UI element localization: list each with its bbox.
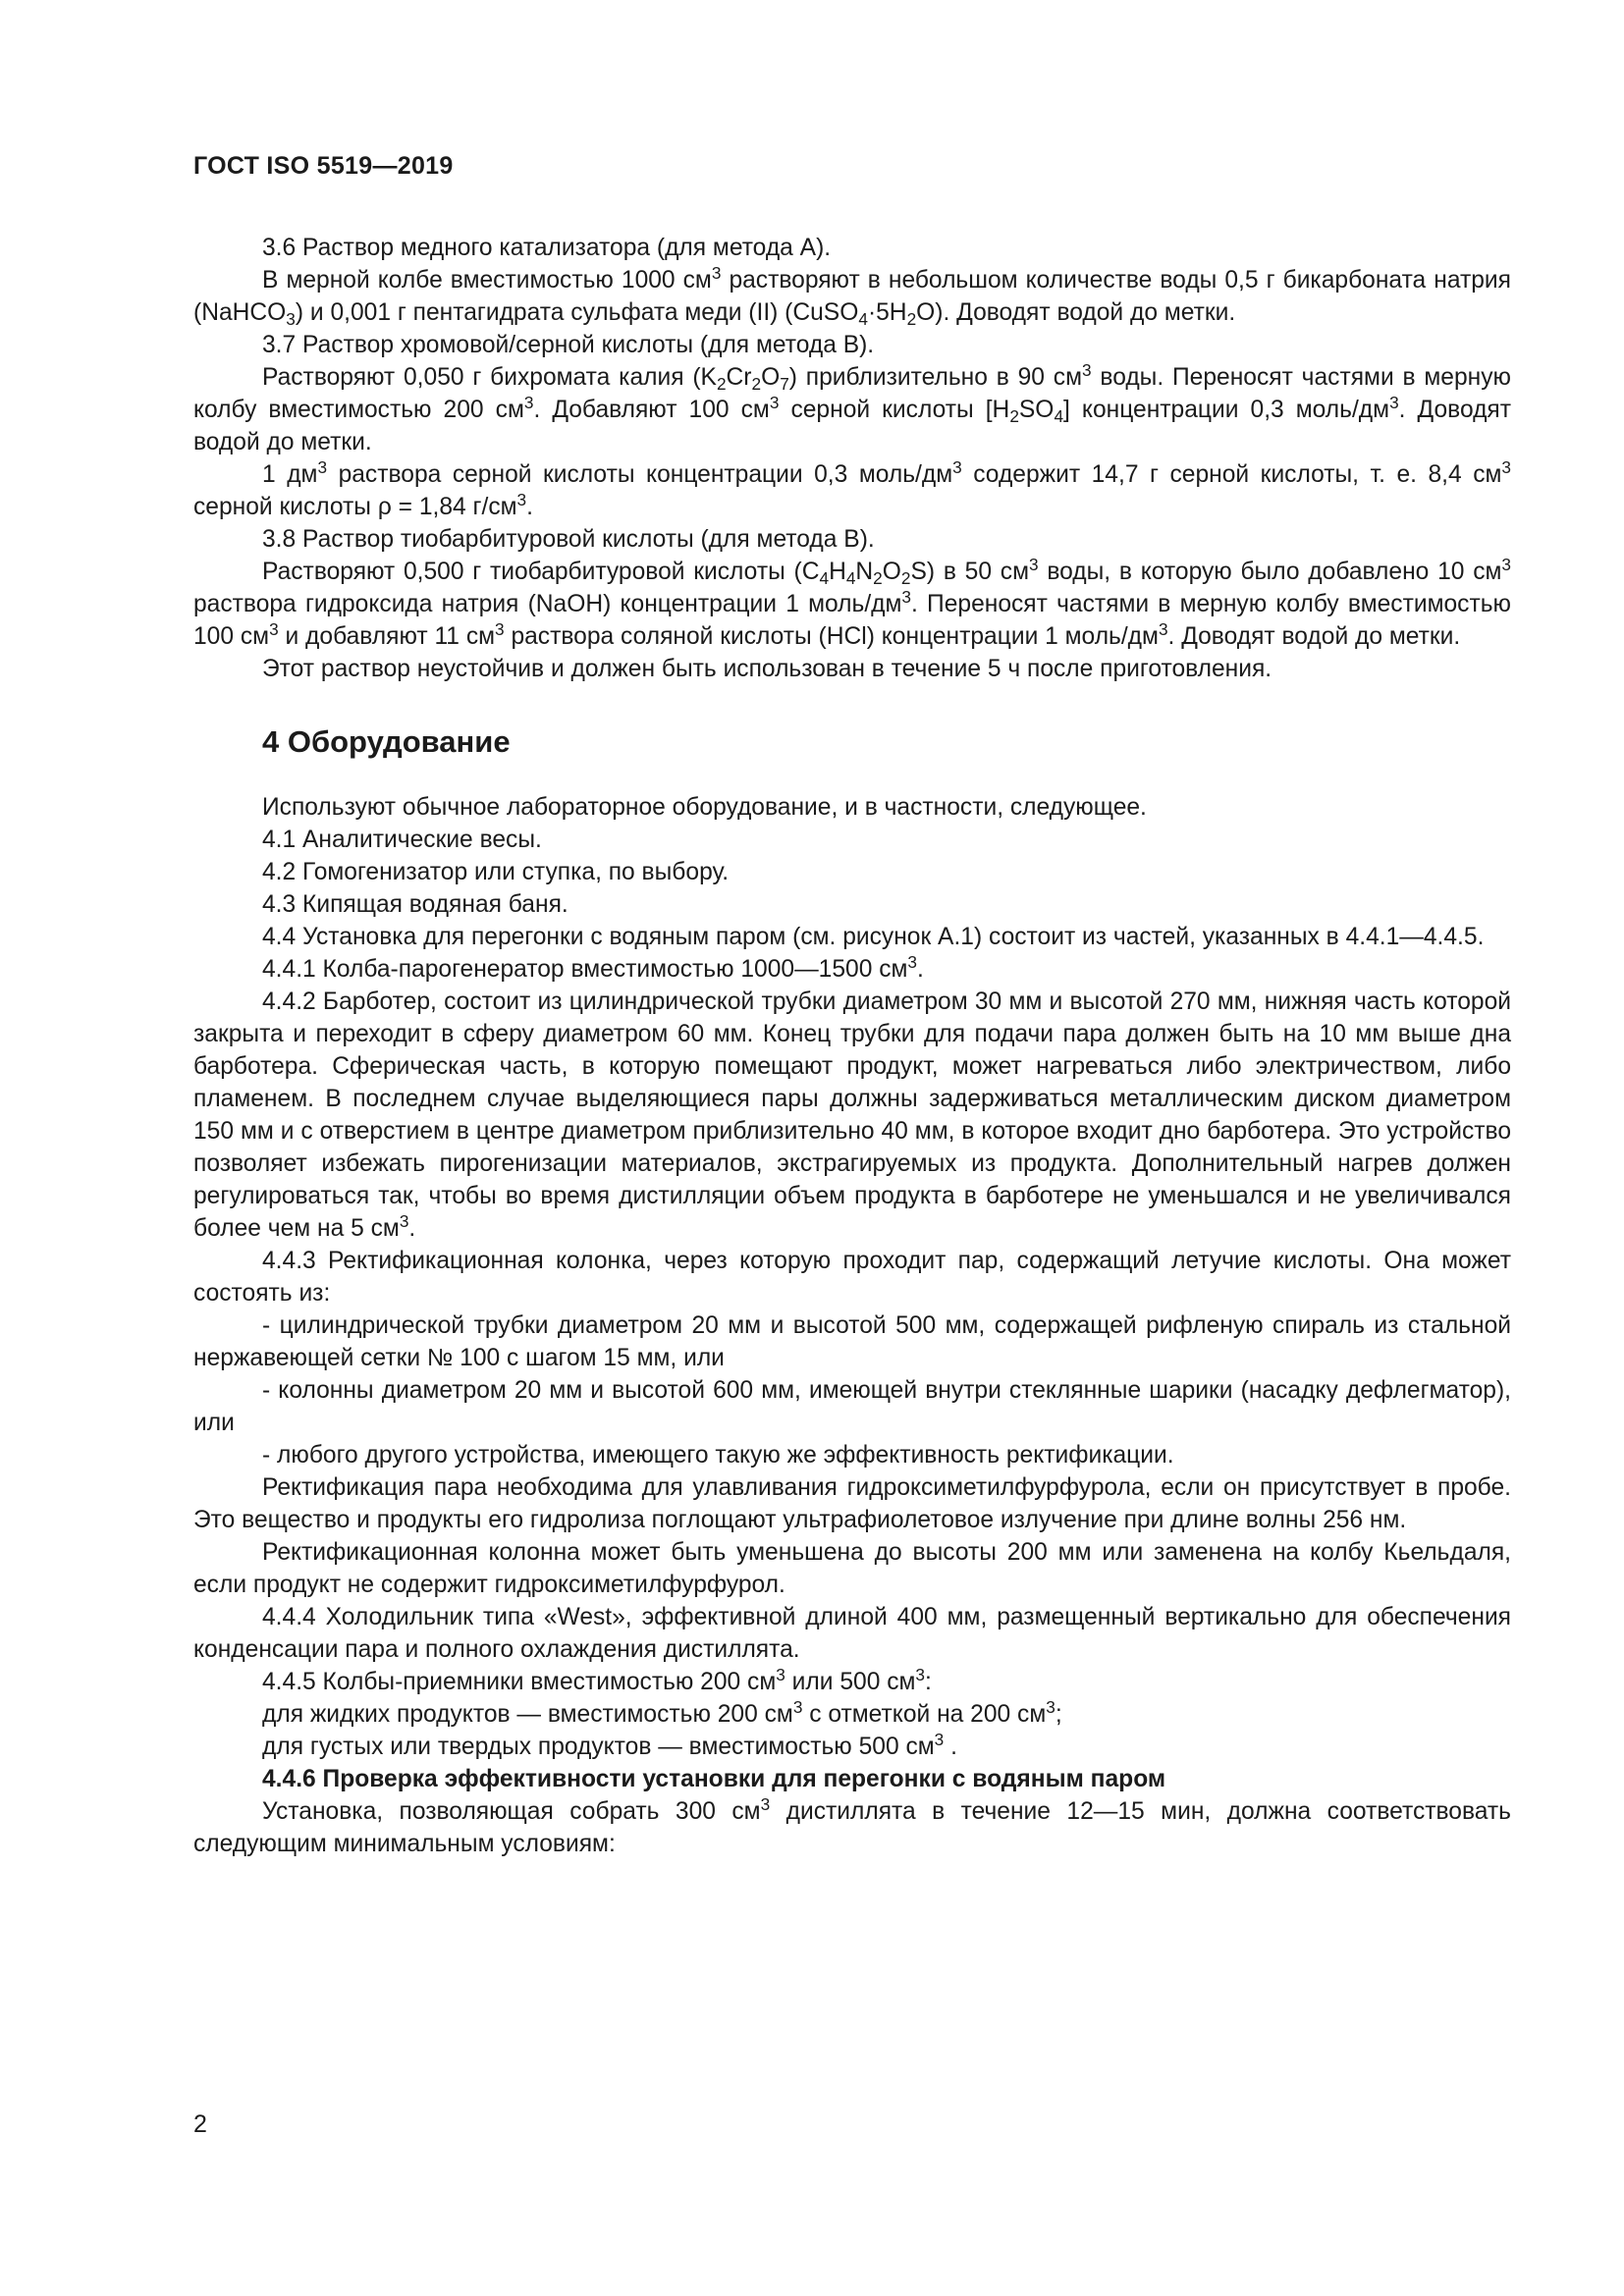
paragraph: В мерной колбе вместимостью 1000 $см^3$ растворяют в небольшом количестве воды 0,5 г бикарбоната натрия (NaHCO$_3$) и 0,001 г пентагидрата сульфата меди (II) $(CuSO_4\cdot 5H_2O)$. Доводят водой до метки. bbox=[193, 263, 1511, 329]
subsection-heading: 4.4.6 Проверка эффективности установки для перегонки с водяным паром bbox=[262, 1766, 1166, 1792]
paragraph: для густых или твердых продуктов — вместимостью 500 $см^3$ . bbox=[262, 1730, 957, 1760]
document-header: ГОСТ ISO 5519—2019 bbox=[193, 152, 454, 180]
paragraph: 3.7 Раствор хромовой/серной кислоты (для метода В). bbox=[262, 332, 875, 358]
paragraph: 4.3 Кипящая водяная баня. bbox=[262, 891, 568, 918]
document-body bbox=[193, 232, 1511, 1860]
paragraph: 4.4.1 Колба-парогенератор вместимостью 1000—1500 $см^3$. bbox=[262, 952, 924, 983]
paragraph: Ректификационная колонна может быть уменьшена до высоты 200 мм или заменена на колбу Кьельдаля, если продукт не содержит гидроксиметилфурфурол. bbox=[193, 1539, 1511, 1598]
paragraph: 4.4.2 Барботер, состоит из цилиндрической трубки диаметром 30 мм и высотой 270 мм, нижняя часть которой закрыта и переходит в сферу диаметром 60 мм. Конец трубки для подачи пара должен быть на 10 мм выше дна барботера. Сферическая часть, в которую помещают продукт, может нагреваться либо электричеством, либо пламенем. В последнем случае выделяющиеся пары должны задерживаться металлическим диском диаметром 150 мм и с отверстием в центре диаметром приблизительно 40 мм, в которое входит дно барботера. Это устройство позволяет избежать пирогенизации материалов, экстрагируемых из продукта. Дополнительный нагрев должен регулироваться так, чтобы во время дистилляции объем продукта в барботере не уменьшался и не увеличивался более чем на 5 $см^3$. bbox=[193, 988, 1511, 1242]
paragraph: 4.2 Гомогенизатор или ступка, по выбору. bbox=[262, 859, 730, 885]
paragraph: Используют обычное лабораторное оборудование, и в частности, следующее. bbox=[262, 794, 1147, 821]
paragraph: 1 $дм^3$ раствора серной кислоты концентрации 0,3 моль/$дм^3$ содержит 14,7 г серной кислоты, т. е. 8,4 $см^3$ серной кислоты ρ = 1,84 $г/см^3$. bbox=[193, 457, 1511, 520]
paragraph: 3.8 Раствор тиобарбитуровой кислоты (для метода В). bbox=[262, 526, 875, 553]
paragraph: 4.4.4 Холодильник типа «West», эффективной длиной 400 мм, размещенный вертикально для обеспечения конденсации пара и полного охлаждения дистиллята. bbox=[193, 1604, 1511, 1663]
paragraph: - любого другого устройства, имеющего такую же эффективность ректификации. bbox=[262, 1442, 1174, 1468]
paragraph: - цилиндрической трубки диаметром 20 мм и высотой 500 мм, содержащей рифленую спираль из стальной нержавеющей сетки № 100 с шагом 15 мм, или bbox=[193, 1312, 1511, 1371]
paragraph: Ректификация пара необходима для улавливания гидроксиметилфурфурола, если он присутствует в пробе. Это вещество и продукты его гидролиза поглощают ультрафиолетовое излучение при длине волны 256 нм. bbox=[193, 1474, 1511, 1533]
paragraph: 3.6 Раствор медного катализатора (для метода А). bbox=[262, 235, 832, 261]
paragraph: 4.1 Аналитические весы. bbox=[262, 827, 542, 853]
paragraph: для жидких продуктов — вместимостью 200 $см^3$ с отметкой на 200 $см^3$; bbox=[262, 1697, 1062, 1728]
page-number: 2 bbox=[193, 2110, 207, 2138]
paragraph: 4.4.5 Колбы-приемники вместимостью 200 $см^3$ или 500 $см^3$: bbox=[262, 1665, 932, 1695]
paragraph: 4.4 Установка для перегонки с водяным паром (см. рисунок А.1) состоит из частей, указанных в 4.4.1—4.4.5. bbox=[262, 924, 1485, 950]
paragraph: Этот раствор неустойчив и должен быть использован в течение 5 ч после приготовления. bbox=[262, 656, 1272, 682]
paragraph: Растворяют 0,050 г бихромата калия $(K_2Cr_2O_7)$ приблизительно в 90 $см^3$ воды. Переносят частями в мерную колбу вместимостью 200 $см^3$. Добавляют 100 $см^3$ серной кислоты $[H_2SO_4]$ концентрации 0,3 моль/$дм^3$. Доводят водой до метки. bbox=[193, 360, 1512, 455]
paragraph: Установка, позволяющая собрать 300 $см^3$ дистиллята в течение 12—15 мин, должна соответствовать следующим минимальным условиям: bbox=[193, 1794, 1511, 1857]
paragraph: Растворяют 0,500 г тиобарбитуровой кислоты $(C_4H_4N_2O_2S)$ в 50 $см^3$ воды, в которую было добавлено 10 $см^3$ раствора гидроксида натрия (NaOH) концентрации 1 моль/$дм^3$. Переносят частями в мерную колбу вместимостью 100 $см^3$ и добавляют 11 $см^3$ раствора соляной кислоты (HCl) концентрации 1 моль/$дм^3$. Доводят водой до метки. bbox=[193, 555, 1512, 650]
paragraph: - колонны диаметром 20 мм и высотой 600 мм, имеющей внутри стеклянные шарики (насадку дефлегматор), или bbox=[193, 1377, 1511, 1436]
section-heading: 4 Оборудование bbox=[262, 724, 511, 759]
paragraph: 4.4.3 Ректификационная колонка, через которую проходит пар, содержащий летучие кислоты. Она может состоять из: bbox=[193, 1248, 1511, 1307]
